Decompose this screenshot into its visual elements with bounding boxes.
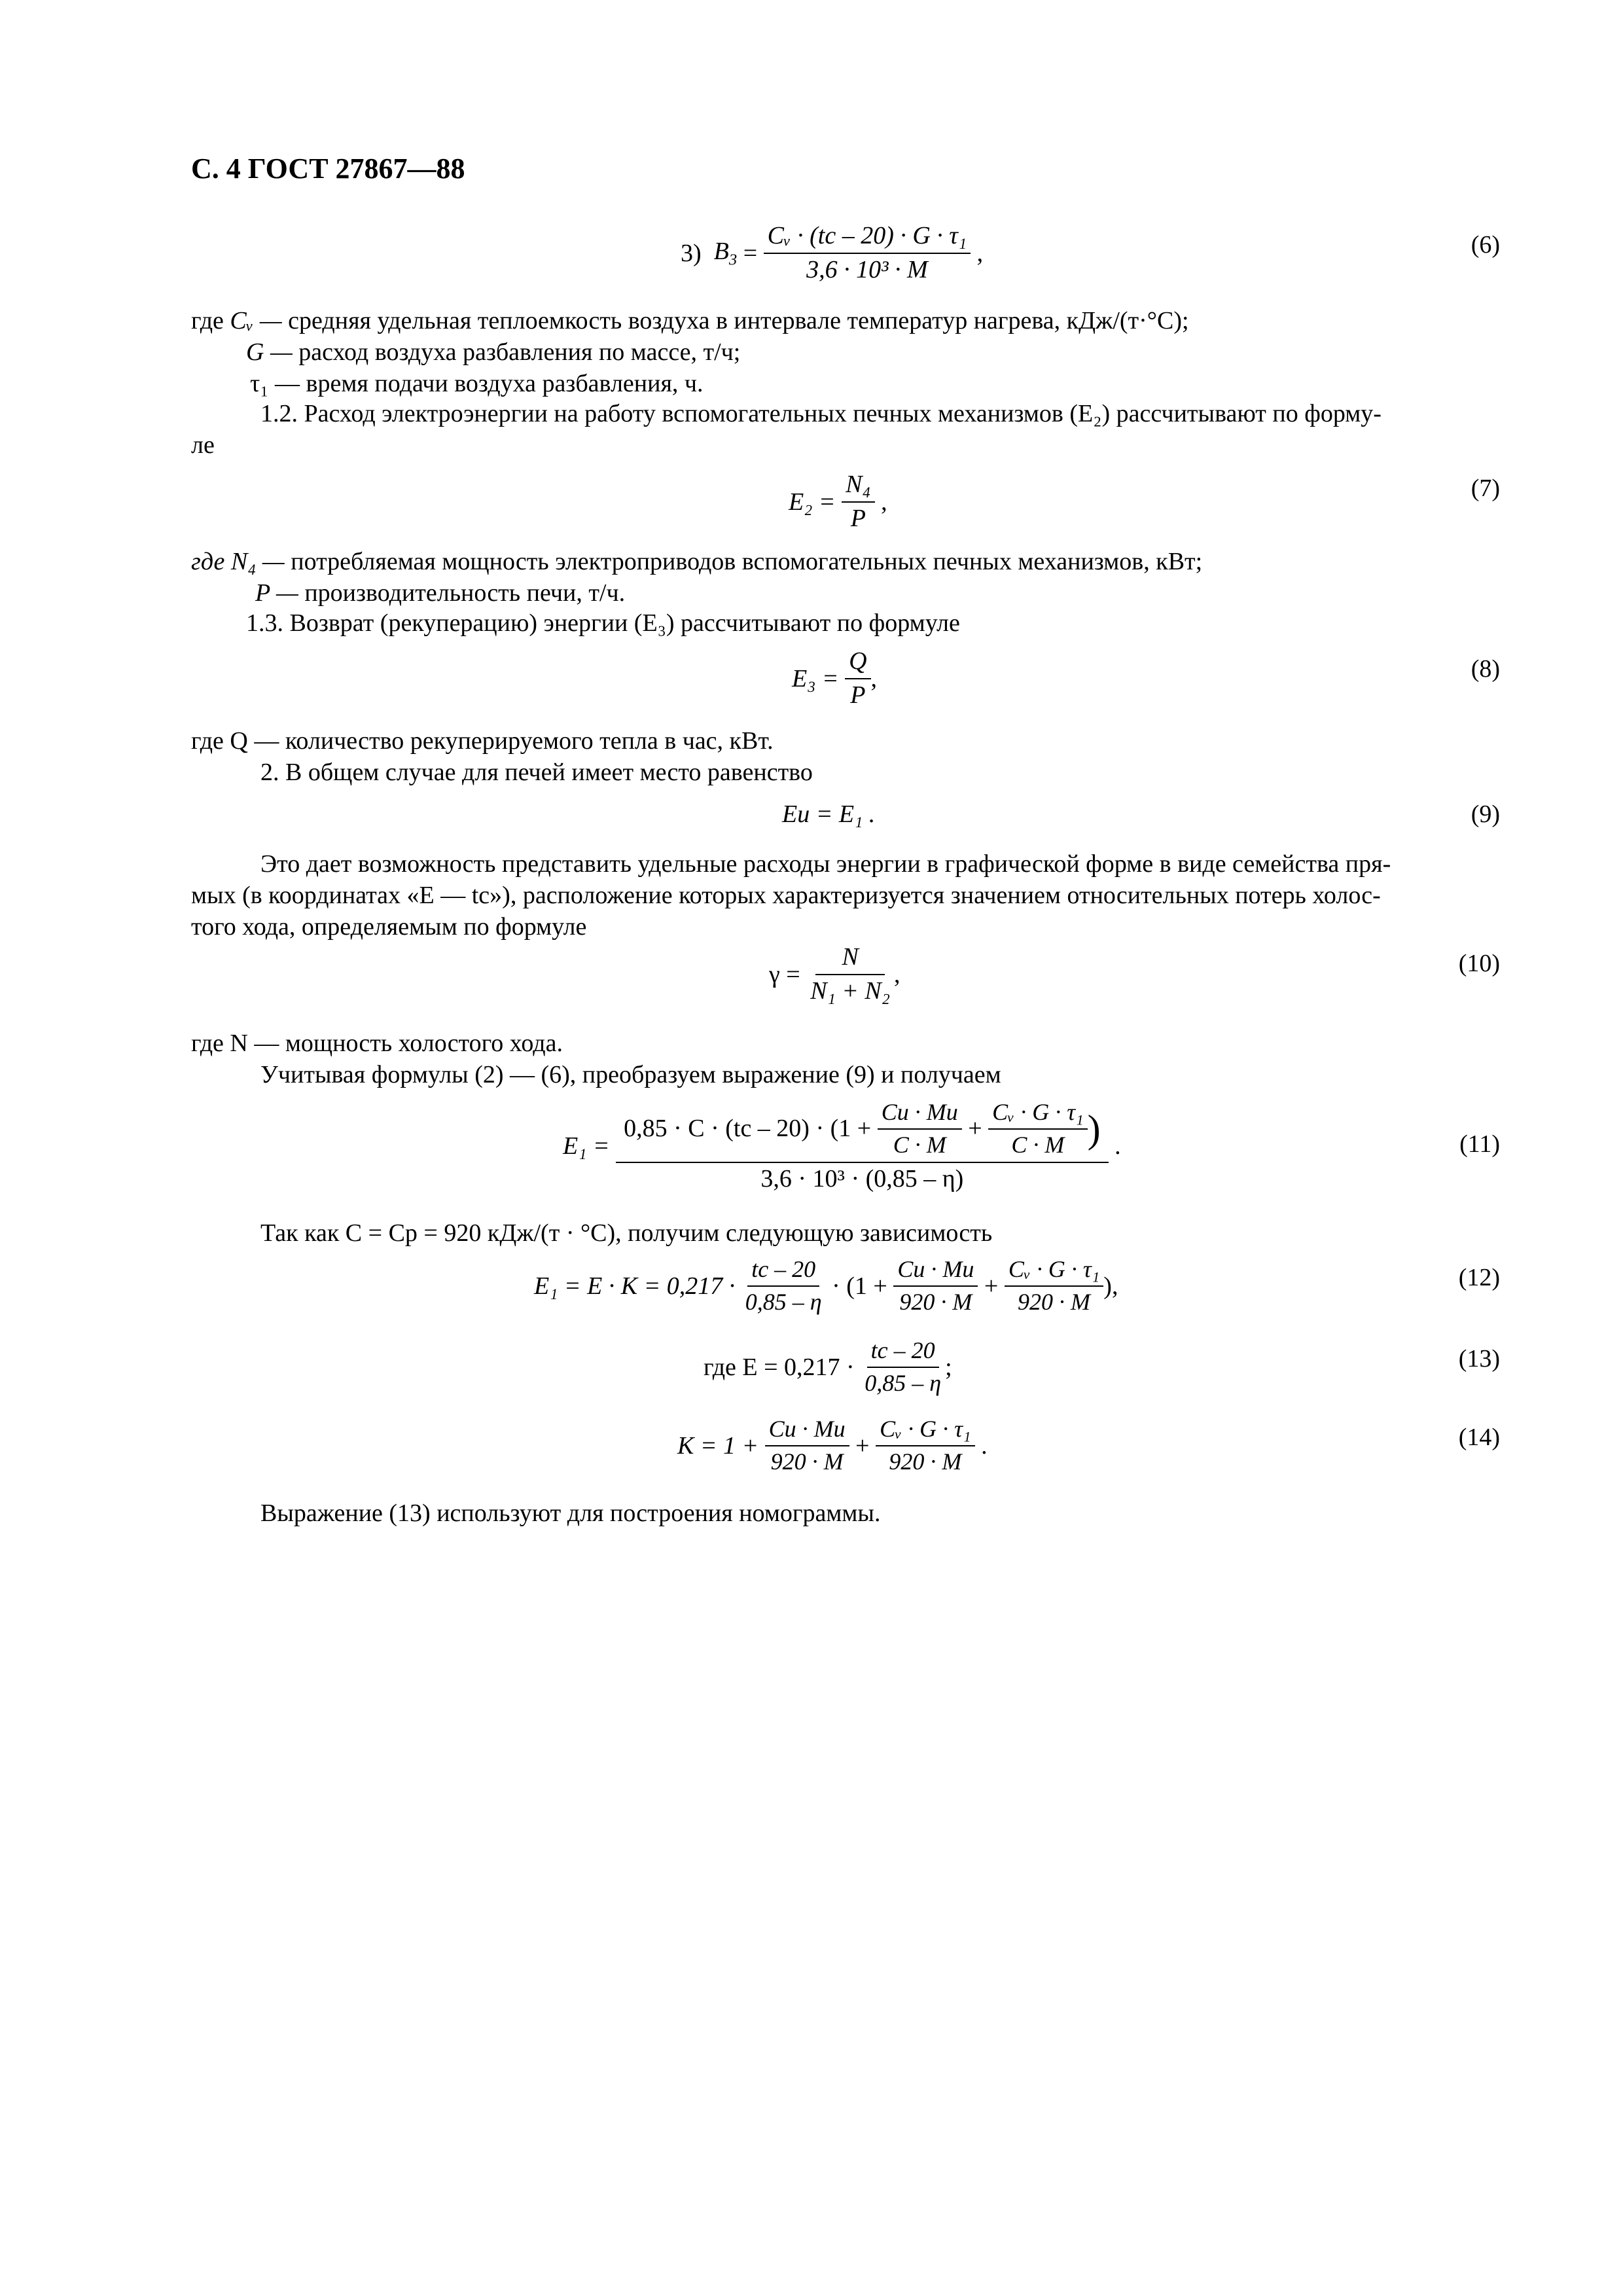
legend8: где Q — количество рекуперируемого тепла в час, кВт.	[191, 727, 774, 755]
eq10-number: (10)	[1458, 950, 1500, 977]
eq7-numerator: N₄	[842, 471, 875, 503]
legend6-row-2: G — расход воздуха разбавления по массе, т/ч;	[246, 338, 741, 366]
eq10-denominator: N₁ + N₂	[810, 977, 890, 1005]
p-graph-line2: мых (в координатах «E — tс»), расположение которых характеризуется значением относительных потерь холос-	[191, 882, 1381, 909]
page-header: С. 4 ГОСТ 27867—88	[191, 152, 465, 185]
eq6-denominator: 3,6 · 10³ · M	[806, 255, 928, 283]
p2: 2. В общем случае для печей имеет место равенство	[260, 759, 813, 786]
p-graph-line3: того хода, определяемым по формуле	[191, 913, 587, 941]
equation-7: E₂ = $\frac{\text{N₄}}{P}$ ,	[789, 471, 887, 532]
eq9-number: (9)	[1471, 800, 1500, 828]
legend10: где N — мощность холостого хода.	[191, 1030, 563, 1057]
eq6-label: 3)	[681, 239, 702, 267]
eq7-number: (7)	[1471, 475, 1500, 502]
p-consider: Учитывая формулы (2) — (6), преобразуем выражение (9) и получаем	[260, 1061, 1001, 1088]
eq13-number: (13)	[1458, 1345, 1500, 1372]
equation-9: Eи = E₁ .	[782, 800, 876, 828]
equation-10: γ = $\frac{N}{\text{N₁ + N₂}}$ ,	[769, 943, 901, 1005]
p12-line1: 1.2. Расход электроэнергии на работу вспомогательных печных механизмов (E₂) рассчитывают по форму-	[260, 400, 1382, 427]
p12-line2: ле	[191, 431, 215, 459]
eq11-number: (11)	[1459, 1130, 1500, 1158]
p-graph-line1: Это дает возможность представить удельные расходы энергии в графической форме в виде семейства пря-	[260, 850, 1391, 878]
legend7-row-1: где N₄ — потребляемая мощность электроприводов вспомогательных печных механизмов, кВт;	[191, 548, 1203, 575]
eq6-number: (6)	[1471, 231, 1500, 259]
eq14-number: (14)	[1458, 1424, 1500, 1451]
equation-13: где E = 0,217 · $\frac{tс - 20}{0,85 - \eta}$ ;	[704, 1337, 952, 1396]
legend7-row-2: P — производительность печи, т/ч.	[255, 579, 626, 607]
equation-11: E₁ = 0,85 · C · (tс – 20) · (1 + $\frac{Cи \cdot Mи}{C \cdot M}$ + $\frac{\text{Cᵥ · G · τ₁}}{C \cdot M}$ ) 3,6 · 10³ · (0,85 – η) .	[563, 1099, 1121, 1193]
eq6-lhs: $B_3$	[713, 238, 738, 269]
eq8-denominator: P	[850, 681, 866, 709]
eq7-denominator: P	[850, 504, 866, 532]
equation-8: E₃ = $\frac{Q}{P}$ ,	[792, 647, 878, 709]
eq8-numerator: Q	[845, 648, 870, 679]
legend6-row-1: где Cᵥ — средняя удельная теплоемкость воздуха в интервале температур нагрева, кДж/(т·°С);	[191, 307, 1189, 334]
p13: 1.3. Возврат (рекуперацию) энергии (E₃) рассчитывают по формуле	[246, 609, 960, 637]
eq6-numerator: Cᵥ · (tс – 20) · G · τ₁	[764, 223, 971, 254]
equation-14: K = 1 + $\frac{Cи \cdot Mи}{920 \cdot M}$ + $\frac{\text{Cᵥ · G · τ₁}}{920 \cdot M}$ .	[677, 1416, 988, 1475]
p-final: Выражение (13) используют для построения номограммы.	[260, 1499, 881, 1527]
p-since: Так как C = Cр = 920 кДж/(т · °С), получим следующую зависимость	[260, 1219, 993, 1247]
eq11-numerator: 0,85 · C · (tс – 20) · (1 + $\frac{Cи \cdot Mи}{C \cdot M}$ + $\frac{\text{Cᵥ · G · τ₁}}{C \cdot M}$ )	[616, 1100, 1109, 1163]
equation-6: 3) $B_3$ = $\frac{\text{Cᵥ · (tс – 20) · G · τ₁}}{\text{3,6 · 10³ · M}}$ ,	[681, 222, 984, 283]
eq8-number: (8)	[1471, 655, 1500, 683]
equation-12: E₁ = E · K = 0,217 · $\frac{tс - 20}{0,85 - \eta}$ · (1 + $\frac{Cи \cdot Mи}{920 \cdot M}$ + $\frac{\text{Cᵥ · G · τ₁}}{920 \cdot M}$ ),	[534, 1256, 1118, 1315]
eq12-number: (12)	[1458, 1264, 1500, 1291]
eq6-fraction	[764, 223, 971, 284]
eq10-numerator: N	[815, 944, 884, 975]
legend6-row-3: τ₁ — время подачи воздуха разбавления, ч.	[250, 370, 704, 397]
eq11-denominator: 3,6 · 10³ · (0,85 – η)	[760, 1165, 964, 1193]
